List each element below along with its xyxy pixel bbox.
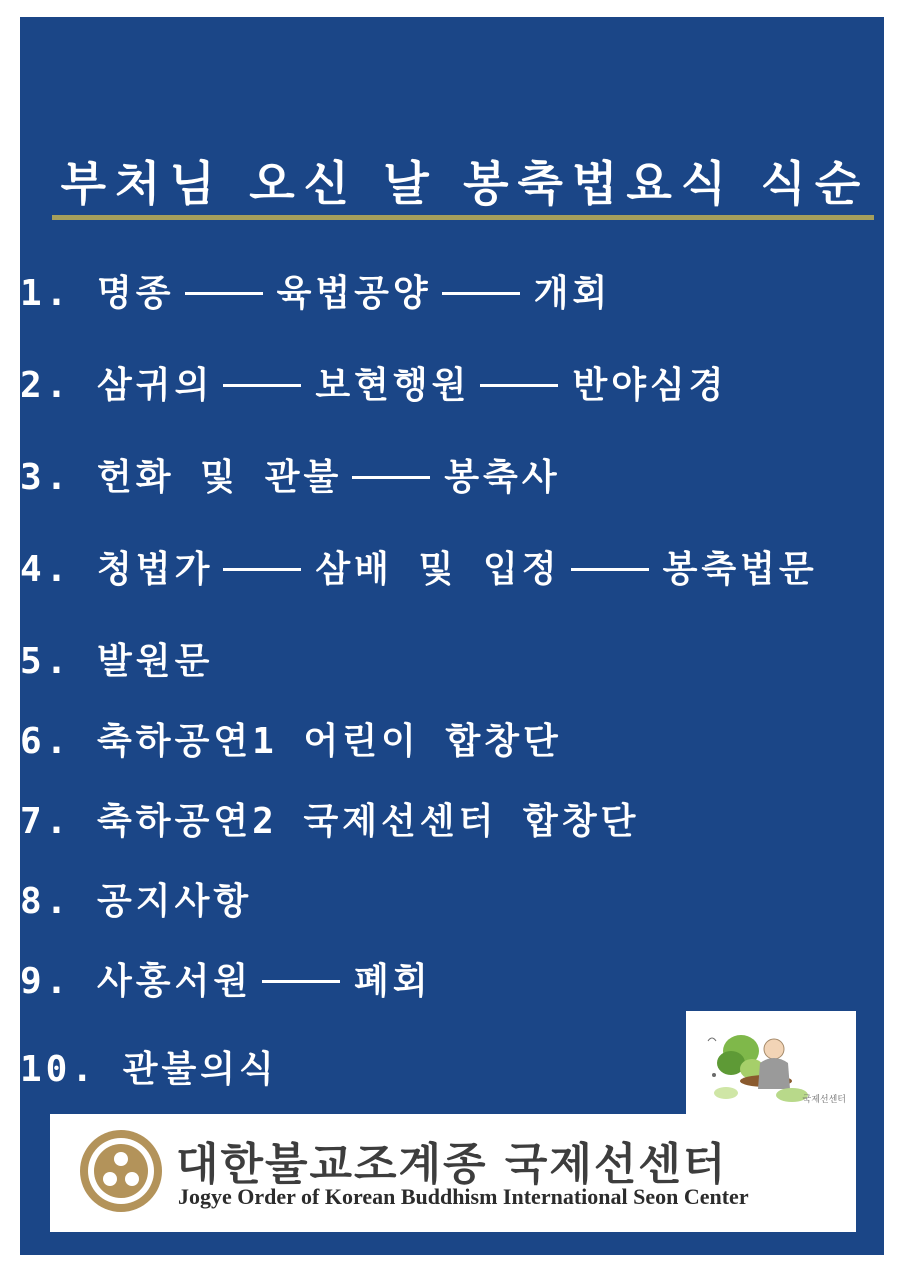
program-item-text: 봉축사 bbox=[444, 457, 561, 498]
program-item-text: 공지사항 bbox=[97, 881, 253, 922]
program-item bbox=[20, 365, 728, 406]
program-item-number: 3. bbox=[20, 457, 98, 498]
organization-name-korean: 대한불교조계종 국제선센터 bbox=[176, 1139, 728, 1190]
dash-separator bbox=[223, 384, 301, 387]
dash-separator bbox=[185, 292, 263, 295]
program-item-text: 발원문 bbox=[97, 641, 214, 682]
program-item bbox=[20, 457, 561, 498]
program-item bbox=[20, 549, 818, 590]
dash-separator bbox=[223, 568, 301, 571]
footer-logo-banner bbox=[50, 1114, 856, 1232]
program-item-text: 폐회 bbox=[354, 961, 432, 1002]
program-item bbox=[20, 641, 214, 682]
program-item bbox=[20, 801, 640, 842]
program-item-text: 육법공양 bbox=[276, 273, 432, 314]
program-item bbox=[20, 881, 253, 922]
program-item bbox=[20, 961, 432, 1002]
program-item-number: 7. bbox=[20, 801, 98, 842]
illustration-caption: 국제선센터 bbox=[802, 1095, 846, 1105]
program-item-number: 5. bbox=[20, 641, 98, 682]
dash-separator bbox=[571, 568, 649, 571]
program-item bbox=[20, 273, 612, 314]
program-item-text: 보현행원 bbox=[315, 365, 471, 406]
title-underline bbox=[52, 215, 874, 220]
program-item-number: 8. bbox=[20, 881, 98, 922]
dash-separator bbox=[262, 980, 340, 983]
program-item-text: 청법가 bbox=[97, 549, 214, 590]
program-item-number: 1. bbox=[20, 273, 98, 314]
program-item-text: 삼배 및 입정 bbox=[315, 549, 561, 590]
program-item-number: 6. bbox=[20, 721, 98, 762]
page-title: 부처님 오신 날 봉축법요식 식순 bbox=[60, 157, 870, 212]
program-item-text: 반야심경 bbox=[572, 365, 728, 406]
program-item-text: 축하공연2 국제선센터 합창단 bbox=[97, 801, 640, 842]
program-item-text: 봉축법문 bbox=[662, 549, 818, 590]
program-item-text: 삼귀의 bbox=[97, 365, 214, 406]
program-item-number: 2. bbox=[20, 365, 98, 406]
program-item-text: 축하공연1 어린이 합창단 bbox=[97, 721, 562, 762]
dash-separator bbox=[442, 292, 520, 295]
program-item bbox=[20, 721, 562, 762]
program-item bbox=[20, 1049, 278, 1090]
program-item-text: 헌화 및 관불 bbox=[97, 457, 343, 498]
three-jewels-circle-logo-icon bbox=[78, 1128, 164, 1214]
program-item-number: 10. bbox=[20, 1049, 123, 1090]
program-item-text: 관불의식 bbox=[122, 1049, 278, 1090]
program-item-number: 9. bbox=[20, 961, 98, 1002]
program-item-text: 명종 bbox=[97, 273, 175, 314]
program-item-number: 4. bbox=[20, 549, 98, 590]
illustration bbox=[686, 1011, 856, 1115]
program-item-text: 사홍서원 bbox=[97, 961, 253, 1002]
dash-separator bbox=[352, 476, 430, 479]
program-item-text: 개회 bbox=[533, 273, 612, 314]
organization-name-english: Jogye Order of Korean Buddhism International Seon Center bbox=[178, 1184, 749, 1209]
dash-separator bbox=[480, 384, 558, 387]
